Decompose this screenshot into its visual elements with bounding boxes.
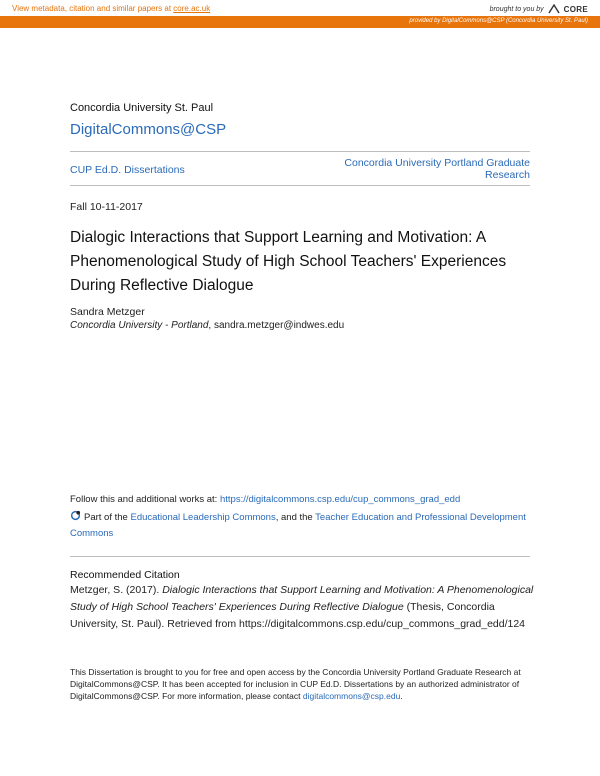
divider-top: [70, 151, 530, 152]
notice-text: This Dissertation is brought to you for free and open access by the Concordia University Portland Graduate Research at DigitalCommons@CSP. It has been accepted for inclusion in CUP Ed.D. Dissertations by an authorized administrator of DigitalCommons@CSP. For more information, please contact: [70, 667, 521, 701]
follow-line: [70, 494, 460, 505]
institution-name: Concordia University St. Paul: [70, 102, 214, 114]
view-metadata-label: View metadata, citation and similar papers at: [12, 4, 174, 13]
contact-email-link[interactable]: digitalcommons@csp.edu: [302, 691, 401, 701]
divider-series: [70, 185, 530, 186]
follow-label: Follow this and additional works at:: [70, 494, 220, 505]
view-metadata-text: [12, 4, 210, 13]
paper-title: Dialogic Interactions that Support Learning and Motivation: A Phenomenological Study of High School Teachers' Experiences During Reflective Dialogue: [70, 229, 507, 294]
part-of-prefix: Part of the: [84, 512, 131, 523]
author-name: Sandra Metzger: [70, 306, 145, 318]
core-logo: CORE: [563, 4, 588, 14]
brought-label: brought to you by: [489, 5, 544, 13]
citation-suffix: (Thesis, Concordia University, St. Paul). Retrieved from https://digitalcommons.csp.edu/cup_commons_grad_edd/124: [70, 601, 526, 630]
notice-end: .: [400, 691, 403, 701]
part-of-commons: [70, 510, 530, 542]
collection-url-link[interactable]: https://digitalcommons.csp.edu/cup_commons_grad_edd: [219, 494, 461, 505]
citation-authors: Metzger, S. (2017).: [70, 584, 163, 596]
core-logo-icon: [548, 4, 560, 14]
brought-to-you-by[interactable]: [490, 4, 588, 14]
repository-link[interactable]: DigitalCommons@CSP: [70, 121, 227, 138]
part-of-middle: , and the: [275, 512, 316, 523]
author-affiliation: [70, 320, 344, 331]
series-link-graduate-research[interactable]: Concordia University Portland Graduate Research: [344, 157, 530, 181]
divider-citation: [70, 556, 530, 557]
access-notice: [70, 666, 535, 702]
affiliation-name: Concordia University - Portland: [70, 320, 209, 331]
teacher-education-commons-link[interactable]: Teacher Education and Professional Development Commons: [70, 512, 526, 539]
provided-by-text: provided by DigitalCommons@CSP (Concordia University St. Paul): [409, 18, 588, 24]
citation-title: Dialogic Interactions that Support Learning and Motivation: A Phenomenological Study of High School Teachers' Experiences During Reflective Dialogue: [70, 584, 534, 613]
citation-text: [70, 582, 535, 633]
author-email: , sandra.metzger@indwes.edu: [208, 320, 345, 331]
series-link-dissertations[interactable]: CUP Ed.D. Dissertations: [70, 164, 185, 176]
recommended-citation-heading: Recommended Citation: [70, 569, 180, 581]
network-commons-icon: [70, 510, 81, 521]
publication-date: Fall 10-11-2017: [70, 201, 143, 213]
core-link[interactable]: core.ac.uk: [173, 4, 211, 13]
educational-leadership-commons-link[interactable]: Educational Leadership Commons: [130, 512, 276, 523]
core-top-bar: [0, 0, 600, 28]
